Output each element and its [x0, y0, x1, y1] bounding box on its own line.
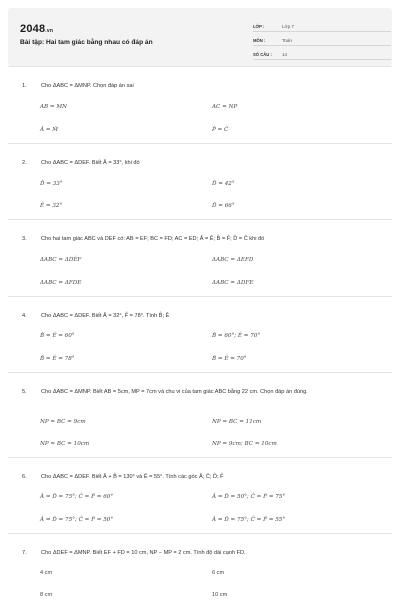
question-stem: Cho ΔABC = ΔMNP. Biết AB = 5cm, MP = 7cm và chu vi của tam giác ABC bằng 22 cm. Chọn đáp án đúng. — [41, 389, 308, 395]
answer-option[interactable]: ΔABC = ΔDFE — [212, 280, 254, 286]
answer-option[interactable]: ΔABC = ΔEFD — [212, 257, 254, 263]
site-logo[interactable] — [20, 23, 53, 35]
answer-option[interactable]: B̂ = Ê = 60° — [40, 333, 75, 339]
question-stem: Cho ΔABC = ΔDEF. Biết Â = 33°, khi đó — [41, 160, 140, 166]
answer-option[interactable]: 8 cm — [40, 592, 53, 598]
worksheet-title: Bài tập: Hai tam giác bằng nhau có đáp án — [20, 39, 153, 46]
answer-option[interactable]: Â = D̂ = 75°; Ĉ = F̂ = 50° — [40, 517, 114, 523]
meta-value: Lớp 7 — [282, 24, 294, 29]
answer-option[interactable]: NP = 9cm; BC = 10cm — [212, 441, 277, 447]
meta-row-class — [253, 20, 391, 32]
answer-option[interactable]: Â = M̂ — [40, 127, 59, 133]
answer-option[interactable]: P̂ = Ĉ — [212, 127, 229, 133]
question-text — [22, 235, 384, 244]
logo-suffix: .vn — [45, 28, 54, 34]
question-number: 5. — [22, 389, 27, 395]
answer-option[interactable]: D̂ = 33° — [40, 181, 63, 187]
question-stem: Cho ΔDEF = ΔMNP. Biết EF + FD = 10 cm, NP − MP = 2 cm. Tính độ dài cạnh FD. — [41, 550, 246, 556]
question-stem: Cho ΔABC = ΔDEF. Biết Â = 32°, F̂ = 78°. Tính B̂; Ê — [41, 313, 170, 319]
question-2 — [8, 143, 392, 219]
worksheet-meta — [253, 20, 391, 62]
question-number: 4. — [22, 313, 27, 319]
meta-key: SỐ CÂU : — [253, 52, 272, 57]
meta-key: LỚP : — [253, 24, 265, 29]
answer-option[interactable]: 10 cm — [212, 592, 228, 598]
answer-option[interactable]: B̂ = 60°; Ê = 70° — [212, 333, 261, 339]
meta-row-subject — [253, 34, 391, 46]
question-6 — [8, 457, 392, 533]
question-text — [22, 388, 384, 397]
answer-option[interactable]: NP = BC = 10cm — [40, 441, 90, 447]
question-4 — [8, 296, 392, 372]
answer-option[interactable]: Â = D̂ = 75°; Ĉ = F̂ = 60° — [40, 494, 114, 500]
question-number: 1. — [22, 83, 27, 89]
logo-text: 2048 — [20, 23, 46, 35]
question-5 — [8, 372, 392, 457]
answer-option[interactable]: B̂ = Ê = 70° — [212, 356, 247, 362]
answer-option[interactable]: Â = D̂ = 75°; Ĉ = F̂ = 55° — [212, 517, 286, 523]
answer-option[interactable]: AB = MN — [40, 104, 68, 110]
meta-row-count — [253, 48, 391, 60]
answer-option[interactable]: 6 cm — [212, 570, 225, 576]
answer-option[interactable]: B̂ = Ê = 78° — [40, 356, 75, 362]
answer-option[interactable]: 4 cm — [40, 570, 53, 576]
answer-option[interactable]: NP = BC = 9cm — [40, 419, 86, 425]
question-number: 6. — [22, 474, 27, 480]
question-text — [22, 473, 384, 482]
question-text — [22, 159, 384, 168]
question-text — [22, 549, 384, 558]
meta-value: 14 — [282, 52, 288, 57]
question-stem: Cho ΔABC = ΔMNP. Chọn đáp án sai — [41, 83, 134, 89]
meta-key: MÔN : — [253, 38, 266, 43]
answer-option[interactable]: D̂ = 66° — [212, 203, 235, 209]
question-text — [22, 82, 384, 91]
answer-option[interactable]: ΔABC = ΔFDE — [40, 280, 82, 286]
question-stem: Cho hai tam giác ABC và DEF có: AB = EF; BC = FD; AC = ED; Â = Ê; B̂ = F̂; D̂ = Ĉ khi đó — [41, 236, 265, 242]
question-text — [22, 312, 384, 321]
answer-option[interactable]: D̂ = 42° — [212, 181, 235, 187]
question-number: 3. — [22, 236, 27, 242]
question-3 — [8, 219, 392, 296]
question-stem: Cho ΔABC = ΔDEF. Biết Â + B̂ = 130° và Ê = 55°. Tính các góc Â; Ĉ; D̂; F̂ — [41, 474, 224, 480]
answer-option[interactable]: NP = BC = 11cm — [212, 419, 262, 425]
question-7 — [8, 533, 392, 600]
meta-value: Toán — [282, 38, 292, 43]
answer-option[interactable]: ΔABC = ΔDÉF — [40, 257, 82, 263]
question-number: 7. — [22, 550, 27, 556]
answer-option[interactable]: Â = D̂ = 50°; Ĉ = F̂ = 75° — [212, 494, 286, 500]
answer-option[interactable]: Ê = 32° — [40, 203, 63, 209]
question-number: 2. — [22, 160, 27, 166]
worksheet-header — [8, 8, 392, 66]
question-1 — [8, 66, 392, 143]
answer-option[interactable]: AC = NP — [212, 104, 238, 110]
